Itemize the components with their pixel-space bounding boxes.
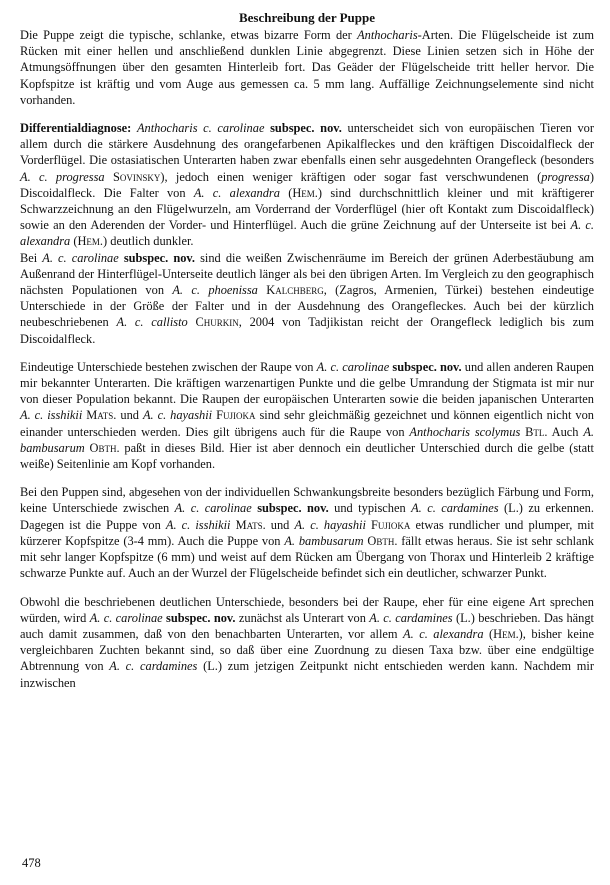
bold-term: subspec. nov. bbox=[392, 359, 462, 374]
text-run: ( bbox=[70, 234, 78, 249]
paragraph-differential-diagnosis bbox=[20, 120, 594, 250]
text-run: sind die weißen Zwischenräume im Bereich der grünen Aderbestäubung am Außenrand der Hinterflügel-Unterseite deutlich länger als bei den übrigen Arten. Im Vergleich zu den geographisch nächsten Populationen von bbox=[20, 250, 594, 298]
italic-term: A. c. carolinae bbox=[174, 501, 252, 516]
text-run: ), bisher keine vergleichbaren Zuchten bekannt sind, so daß über eine Zuordnung zu diesen Taxa bzw. über eine endgültige Abtrennung von bbox=[20, 626, 594, 674]
italic-term: A. c. phoenissa bbox=[172, 283, 258, 298]
bold-term: subspec. nov. bbox=[166, 610, 236, 625]
author-name: Churkin bbox=[195, 315, 239, 330]
paragraph-larva-differences bbox=[20, 359, 594, 472]
italic-term: A. c. callisto bbox=[116, 315, 188, 330]
text-run: ) deutlich dunkler. bbox=[103, 234, 194, 249]
italic-term: A. c. cardamines bbox=[369, 610, 453, 625]
italic-term: A. c. hayashii bbox=[142, 408, 213, 423]
paragraph-pupa-description bbox=[20, 27, 594, 108]
italic-term: A. c. progressa bbox=[20, 169, 105, 184]
author-name: Btl. bbox=[525, 424, 548, 439]
paragraph-pupa-differences bbox=[20, 484, 594, 581]
text-run: und bbox=[116, 408, 143, 423]
text-run: und allen anderen Raupen mir bekannter Unterarten. Die kräftigen warzenartigen Punkte und die gelbe Umrandung der Stigmata ist mir nur von dieser Population bekannt. Die Raupen der europäischen Unterarten sowie die beiden japanischen Unterarten bbox=[20, 359, 594, 407]
text-run: , 2004 von Tadjikistan reicht der Orangefleck lediglich bis zum Discoidalfleck. bbox=[20, 315, 594, 346]
text-run: ( bbox=[483, 626, 494, 641]
text-run: Bei den Puppen sind, abgesehen von der individuellen Schwankungsbreite besonders bezüglich Färbung und Form, keine Unterschiede zwischen bbox=[20, 485, 594, 516]
bold-term: Differentialdiagnose: bbox=[20, 121, 132, 136]
text-run: unterscheidet sich von europäischen Tieren vor allem durch die stärkere Ausdehnung des orangefarbenen Apikalfleckes und den kräftigen Discoidalfleck der Vorderflügel. Die ostasiatischen Unterarten haben zwar ebenfalls einen sehr ausgedehnten Orangefleck (besonders bbox=[20, 121, 594, 168]
author-name: Hem. bbox=[493, 626, 519, 641]
text-run: und typischen bbox=[328, 501, 412, 516]
italic-term: A. c. isshikii bbox=[20, 408, 83, 423]
text-run: fällt etwas heraus. Sie ist sehr schlank mit sehr langer Kopfspitze (6 mm) und weist auf dem Rücken am Übergang von Thorax und Hinterleib 2 kräftige schwarze Punkte auf. Auch an der Wurzel der Flügelscheide befindet sich ein deutlicher, schwarzer Punkt. bbox=[20, 533, 594, 581]
author-name: Fujioka bbox=[216, 408, 256, 423]
italic-term: A. c. alexandra bbox=[193, 185, 280, 200]
text-run: Eindeutige Unterschiede bestehen zwischen der Raupe von bbox=[20, 359, 317, 374]
author-name: Hem. bbox=[77, 234, 104, 249]
text-run: ( bbox=[279, 185, 293, 200]
author-name: Kalchberg bbox=[266, 283, 324, 298]
text-body bbox=[20, 9, 594, 691]
author-name: Obth. bbox=[89, 440, 120, 455]
text-run: , (Zagros, Armenien, Türkei) bestehen eindeutige Unterschiede in der Größe der Falter und in der Ausdehnung des Orangefleckes. Auch bei der kürzlich neubeschriebenen bbox=[20, 283, 594, 330]
author-name: Mats. bbox=[86, 408, 117, 423]
italic-term: A. c. hayashii bbox=[294, 517, 366, 532]
text-run: Bei bbox=[20, 250, 43, 265]
italic-term: A. c. alexandra bbox=[20, 218, 594, 249]
text-run: (L.) beschrieben. Das hängt auch damit zusammen, daß von den benachbarten Unterarten, vor allem bbox=[20, 610, 594, 641]
text-run: Obwohl die beschriebenen deutlichen Unterschiede, besonders bei der Raupe, eher für eine eigene Art sprechen würden, wird bbox=[20, 594, 594, 625]
text-run: zunächst als Unterart von bbox=[235, 610, 370, 625]
bold-term: subspec. nov. bbox=[257, 501, 329, 516]
section-title: Beschreibung der Puppe bbox=[238, 10, 376, 25]
text-run: (L.) zum jetzigen Zeitpunkt nicht entschieden werden kann. Nachdem mir inzwischen bbox=[20, 659, 594, 690]
italic-term: A. c. isshikii bbox=[165, 517, 231, 532]
italic-term: A. c. carolinae bbox=[89, 610, 163, 625]
italic-term: A. bambusarum bbox=[20, 424, 594, 455]
paragraph-taxonomic-status bbox=[20, 594, 594, 691]
text-run: und bbox=[265, 517, 295, 532]
italic-term: A. c. alexandra bbox=[403, 626, 484, 641]
text-run: Die Puppe zeigt die typische, schlanke, etwas bizarre Form der bbox=[20, 28, 358, 42]
text-run: Auch bbox=[547, 424, 584, 439]
italic-term: progressa bbox=[541, 169, 590, 184]
bold-term: subspec. nov. bbox=[270, 121, 342, 136]
text-run: (L.) zu erkennen. Dagegen ist die Puppe von bbox=[20, 501, 594, 532]
text-run bbox=[105, 170, 113, 184]
italic-term: A. c. cardamines bbox=[411, 501, 499, 516]
author-name: Fujioka bbox=[371, 517, 411, 532]
text-run: sind sehr gleichmäßig gezeichnet und können eigentlich nicht von einander unterschieden werden. Dies gilt übrigens auch für die Raupe von bbox=[20, 408, 594, 439]
text-run bbox=[258, 283, 266, 297]
author-name: Mats. bbox=[235, 517, 266, 532]
italic-term: Anthocharis scolymus bbox=[409, 424, 521, 439]
text-run: ) Discoidalfleck. Die Falter von bbox=[20, 169, 594, 200]
author-name: Sovinsky bbox=[112, 169, 161, 184]
italic-term: Anthocharis c. carolinae bbox=[136, 121, 265, 136]
text-run: ), jedoch einen weniger kräftigen oder sogar fast verschwundenen ( bbox=[160, 169, 542, 184]
author-name: Obth. bbox=[367, 533, 398, 548]
text-run: -Arten. Die Flügelscheide ist zum Rücken mit einer hellen und anschließend dunklen Linie abgegrenzt. Diese Linien setzen sich in Höhe der Atmungsöffnungen über den gesamten Hinterleib fort. Das Geäder der Flügelscheide tritt heller hervor. Die Kopfspitze ist kräftig und vom Auge aus gemessen ca. 5 mm lang. Auffällige Zeichnungselemente sind nicht vorhanden. bbox=[20, 28, 594, 107]
italic-term: A. c. cardamines bbox=[109, 659, 198, 674]
italic-term: A. c. carolinae bbox=[316, 359, 390, 374]
text-run: ) sind durchschnittlich kleiner und mit kräftigerer Schwarzzeichnung an den Flügelwurzeln, am Vorderrand der Vorderflügel (hier oft Kontakt zum Discoidalfleck) sowie an den Aderenden der Vorder- und Hinterflügel. Auch die grüne Zeichnung auf der Unterseite ist bei bbox=[20, 185, 594, 233]
text-run: etwas rundlicher und plumper, mit kürzerer Kopfspitze (3-4 mm). Auch die Puppe von bbox=[20, 517, 594, 548]
paragraph-wing-underside bbox=[20, 250, 594, 347]
italic-term: A. bambusarum bbox=[284, 533, 364, 548]
author-name: Hem. bbox=[292, 185, 318, 200]
italic-term: Anthocharis bbox=[357, 28, 418, 42]
bold-term: subspec. nov. bbox=[123, 250, 196, 265]
text-run: paßt in dieses Bild. Hier ist aber dennoch ein deutlicher Unterschied durch die gelbe (statt weiße) Seitenlinie am Kopf vorhanden. bbox=[20, 440, 594, 472]
italic-term: A. c. carolinae bbox=[42, 250, 119, 265]
page-number: 478 bbox=[22, 856, 41, 870]
